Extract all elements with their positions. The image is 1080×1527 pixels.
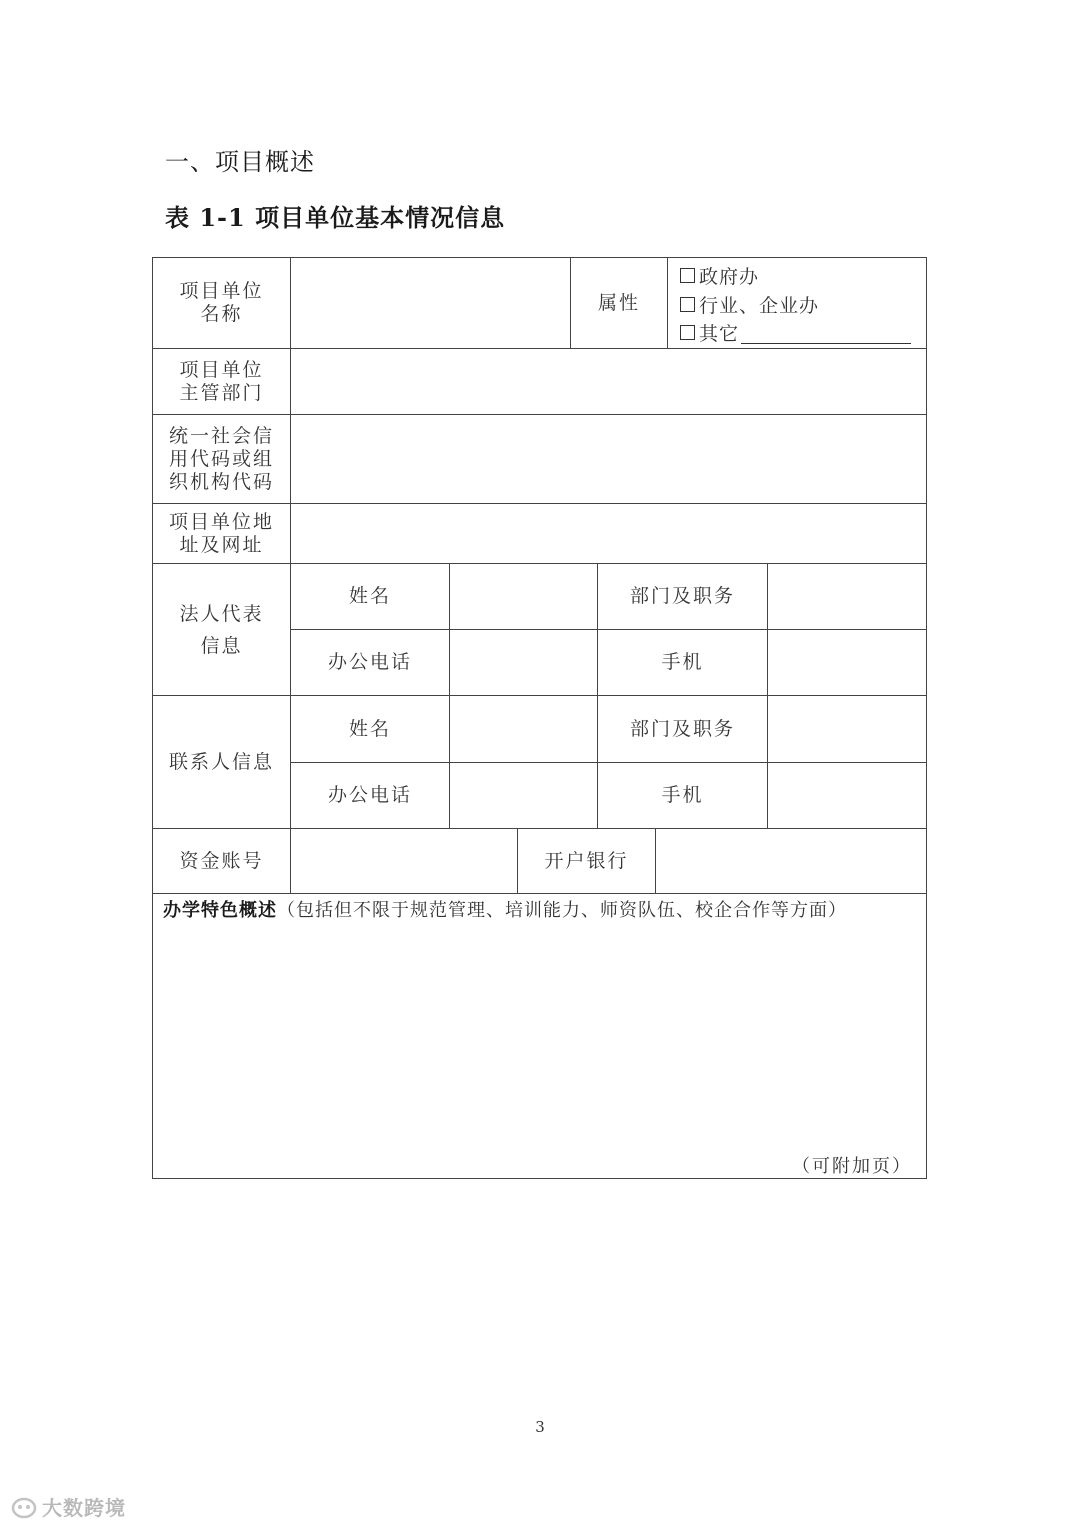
description-scope: （包括但不限于规范管理、培训能力、师资队伍、校企合作等方面）	[277, 900, 847, 921]
option-label: 政府办	[699, 266, 760, 288]
table-title: 表 1-1 项目单位基本情况信息	[165, 203, 506, 232]
address-label: 项目单位地 址及网址	[168, 510, 274, 556]
contact-dept-position-label: 部门及职务	[629, 717, 735, 740]
bank-label: 开户银行	[544, 849, 629, 872]
legal-dept-position-label: 部门及职务	[629, 585, 735, 607]
description-bold-label: 办学特色概述	[163, 900, 277, 921]
description-prompt	[163, 896, 847, 922]
option-government[interactable]	[680, 262, 759, 289]
col-line	[667, 257, 668, 349]
legal-rep-label: 法人代表 信息	[179, 602, 264, 657]
attach-note: （可附加页）	[792, 1156, 912, 1177]
option-industry-enterprise[interactable]	[680, 291, 819, 318]
watermark-logo-icon	[10, 1495, 38, 1519]
checkbox-icon[interactable]	[680, 268, 695, 283]
col-line	[767, 563, 768, 829]
account-label: 资金账号	[179, 849, 264, 872]
watermark	[10, 1492, 126, 1521]
option-other[interactable]	[680, 319, 911, 346]
table-border-right	[926, 257, 927, 1179]
contact-office-phone-label: 办公电话	[327, 784, 412, 806]
watermark-text: 大数跨境	[42, 1496, 126, 1520]
option-label: 其它	[699, 323, 740, 345]
contact-mobile-label: 手机	[661, 784, 704, 806]
other-fill-line[interactable]	[741, 321, 911, 344]
page-number: 3	[535, 1418, 545, 1436]
checkbox-icon[interactable]	[680, 325, 695, 340]
legal-mobile-label: 手机	[661, 651, 704, 673]
unit-name-label: 项目单位 名称	[179, 280, 264, 325]
competent-dept-label: 项目单位 主管部门	[179, 358, 264, 404]
table-border-bottom	[152, 1178, 927, 1179]
legal-name-label: 姓名	[348, 585, 391, 607]
contact-name-label: 姓名	[348, 717, 391, 740]
checkbox-icon[interactable]	[680, 297, 695, 312]
contact-label: 联系人信息	[168, 750, 274, 773]
col-line	[655, 828, 656, 894]
attribute-label: 属性	[597, 291, 640, 314]
credit-code-label: 统一社会信 用代码或组 织机构代码	[168, 424, 274, 493]
col-line	[449, 563, 450, 829]
option-label: 行业、企业办	[699, 295, 820, 317]
row-line	[152, 893, 927, 894]
section-heading: 一、项目概述	[165, 148, 315, 176]
legal-office-phone-label: 办公电话	[327, 651, 412, 673]
